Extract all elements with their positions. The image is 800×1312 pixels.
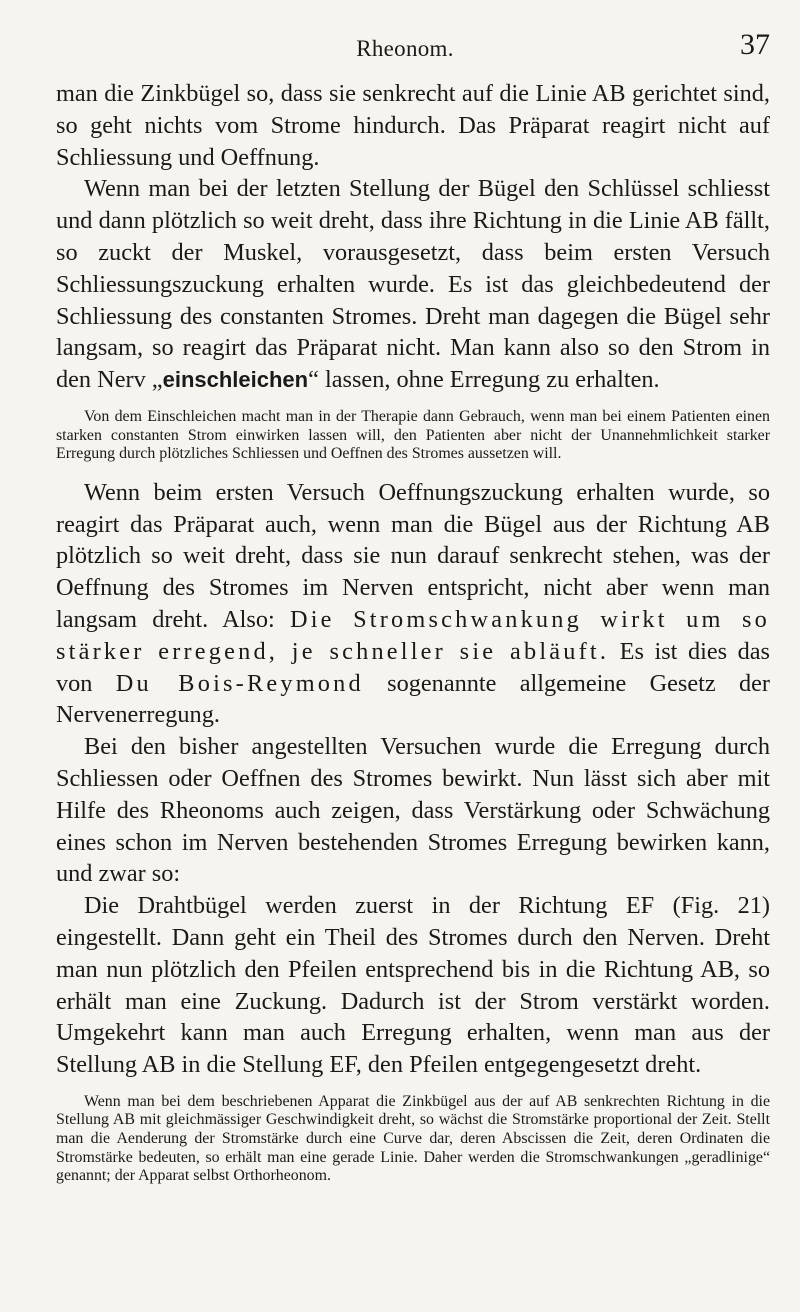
body-text — [56, 78, 770, 1186]
running-title: Rheonom. — [356, 36, 454, 61]
law-statement: Die Stromschwankung wirkt um so stärker erregend, je schneller sie abläuft. — [56, 605, 770, 665]
paragraph-stromschwankung — [56, 477, 770, 731]
paragraph-drahtbuegel: Die Drahtbügel werden zuerst in der Richtung EF (Fig. 21) eingestellt. Dann geht ein Theil des Stromes durch den Nerven. Dreht man nun plötzlich den Pfeilen entsprechend bis in die Richtung AB, so erhält man eine Zuckung. Dadurch ist der Strom verstärkt worden. Umgekehrt kann man auch Erregung erhalten, wenn man aus der Stellung AB in die Stellung EF, den Pfeilen entgegengesetzt dreht. — [56, 892, 770, 1079]
paragraph-rheonom-experiments: Bei den bisher angestellten Versuchen wurde die Erregung durch Schliessen oder Oeffnen des Stromes bewirkt. Nun lässt sich aber mit Hilfe des Rheonoms auch zeigen, dass Verstärkung oder Schwächung eines schon im Nerven bestehenden Stromes Erregung bewirken kann, und zwar so: — [56, 733, 770, 888]
emphasized-term: einschleichen — [162, 367, 309, 393]
paragraph-text: Wenn beim ersten Versuch Oeffnungszuckung erhalten wurde, so reagirt das Präparat auch, wenn man die Bügel aus der Richtung AB plötzlich so weit dreht, dass sie nun darauf senkrecht stehen, was der Oeffnung des Stromes im Nerven entspricht, nicht aber wenn man langsam dreht. Also: — [56, 478, 770, 633]
author-name: Du Bois-Reymond — [115, 669, 364, 697]
paragraph-text: Wenn man bei der letzten Stellung der Bügel den Schlüssel schliesst und dann plötzlich so weit dreht, dass ihre Richtung in die Linie AB fällt, so zuckt der Muskel, vorausgesetzt, dass beim ersten Versuch Schliessungszuckung erhalten wurde. Es ist das gleichbedeutend der Schliessung des constanten Stromes. Dreht man dagegen die Bügel sehr langsam, so reagirt das Präparat nicht. Man kann also so den Strom in den Nerv „ — [56, 175, 770, 394]
footnote-orthorheonom: Wenn man bei dem beschriebenen Apparat die Zinkbügel aus der auf AB senkrechten Richtung in die Stellung AB mit gleichmässiger Geschwindigkeit dreht, so wächst die Stromstärke proportional der Zeit. Stellt man die Aenderung der Stromstärke durch eine Curve dar, deren Abscissen die Zeit, deren Ordinaten die Stromstärke bedeuten, so erhält man eine gerade Linie. Daher werden die Stromschwankungen „geradlinige“ genannt; der Apparat selbst Orthorheonom. — [56, 1092, 770, 1185]
paragraph-einschleichen — [56, 173, 770, 396]
paragraph-continuation: man die Zinkbügel so, dass sie senkrecht auf die Linie AB gerichtet sind, so geht nichts vom Strome hindurch. Das Präparat reagirt nicht auf Schliessung und Oeffnung. — [56, 80, 770, 171]
paragraph-text: Es ist dies das von — [56, 637, 770, 697]
footnote-therapy: Von dem Einschleichen macht man in der Therapie dann Gebrauch, wenn man bei einem Patienten einen starken constanten Strom einwirken lassen will, den Patienten aber nicht der Unannehmlichkeit starker Erregung durch plötzliches Schliessen und Oeffnen des Stromes aussetzen will. — [56, 407, 770, 463]
paragraph-text: sogenannte allgemeine Gesetz der Nervenerregung. — [56, 669, 771, 729]
paragraph-text: “ lassen, ohne Erregung zu erhalten. — [308, 366, 660, 394]
page-number: 37 — [740, 28, 770, 61]
running-head — [40, 18, 770, 64]
